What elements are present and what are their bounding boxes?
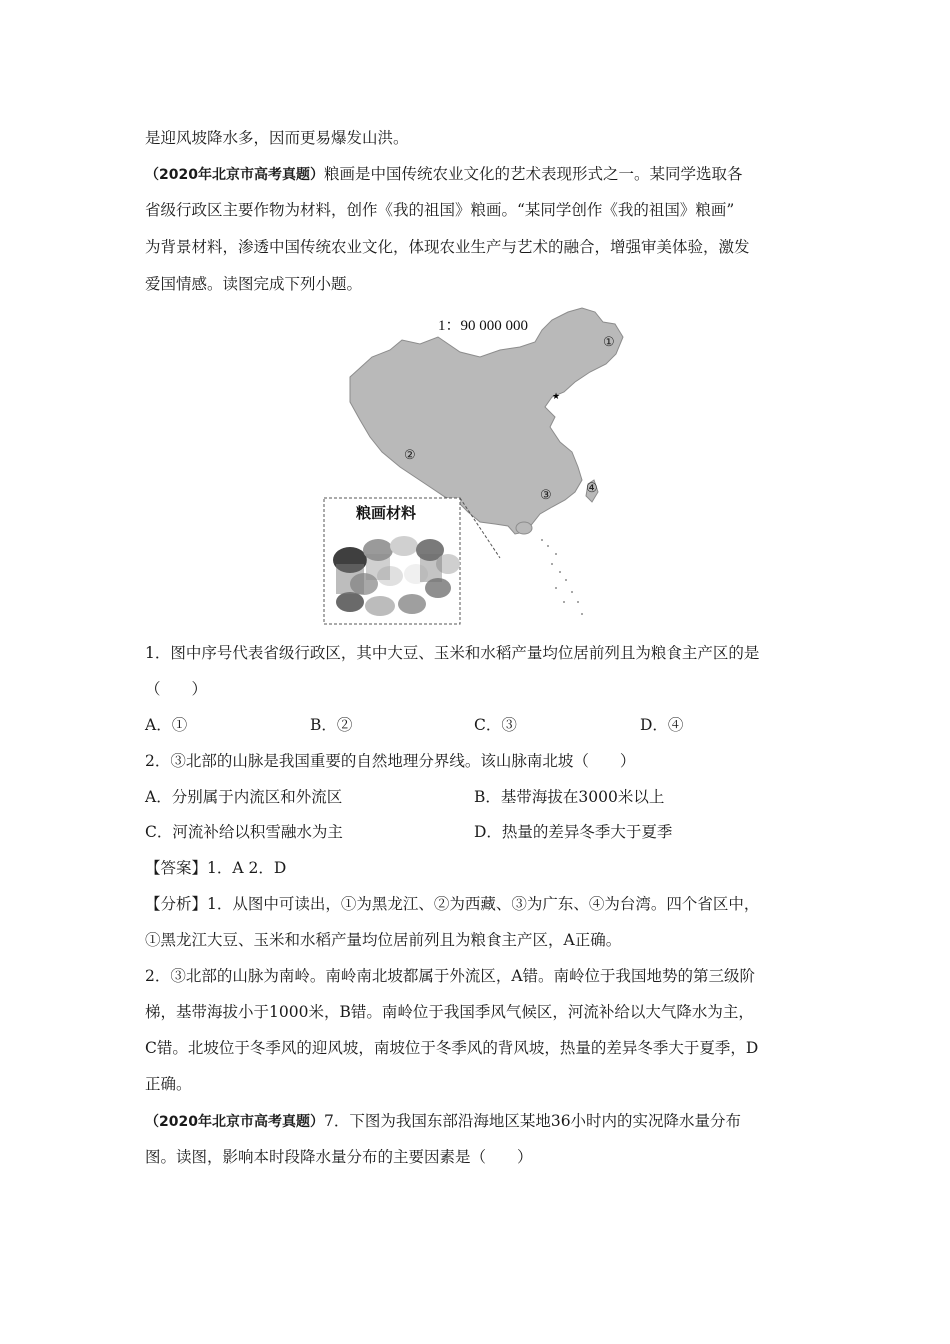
q1-option-c: C．③ bbox=[474, 716, 517, 734]
china-map-figure bbox=[320, 302, 630, 630]
hainan-island bbox=[516, 522, 532, 534]
question-source: （2020年北京市高考真题） bbox=[145, 167, 324, 183]
map-marker-2: ② bbox=[404, 448, 416, 463]
intro-tail: 是迎风坡降水多，因而更易爆发山洪。 bbox=[145, 129, 409, 147]
question-stem-line: 图。读图，影响本时段降水量分布的主要因素是（ ） bbox=[145, 1148, 533, 1166]
capital-star-icon: ★ bbox=[552, 392, 561, 402]
question-stem-line: （2020年北京市高考真题）7．下图为我国东部沿海地区某地36小时内的实况降水量分布 bbox=[145, 1112, 742, 1130]
question-stem-line: 省级行政区主要作物为材料，创作《我的祖国》粮画。“某同学创作《我的祖国》粮画” bbox=[145, 201, 735, 219]
q2-option-b: B．基带海拔在3000米以上 bbox=[474, 788, 665, 806]
analysis-line: C错。北坡位于冬季风的迎风坡，南坡位于冬季风的背风坡，热量的差异冬季大于夏季，D bbox=[145, 1039, 759, 1057]
question-2-text: 2．③北部的山脉是我国重要的自然地理分界线。该山脉南北坡（ ） bbox=[145, 752, 636, 770]
question-stem-line: 爱国情感。读图完成下列小题。 bbox=[145, 275, 363, 293]
inset-title: 粮画材料 bbox=[356, 506, 417, 522]
map-marker-1: ① bbox=[603, 335, 615, 350]
question-stem-line: （2020年北京市高考真题）粮画是中国传统农业文化的艺术表现形式之一。某同学选取各 bbox=[145, 165, 743, 183]
analysis-line: ①黑龙江大豆、玉米和水稻产量均位居前列且为粮食主产区，A正确。 bbox=[145, 931, 622, 949]
analysis-line: 【分析】1．从图中可读出，①为黑龙江、②为西藏、③为广东、④为台湾。四个省区中， bbox=[145, 895, 760, 913]
q1-option-a: A．① bbox=[145, 716, 188, 734]
china-map bbox=[320, 302, 630, 630]
q1-option-d: D．④ bbox=[640, 716, 684, 734]
q1-option-b: B．② bbox=[310, 716, 353, 734]
question-source: （2020年北京市高考真题） bbox=[145, 1114, 324, 1130]
q2-option-a: A．分别属于内流区和外流区 bbox=[145, 788, 343, 806]
south-china-sea-islands bbox=[541, 539, 583, 615]
question-stem-line: 为背景材料，渗透中国传统农业文化，体现农业生产与艺术的融合，增强审美体验，激发 bbox=[145, 238, 750, 256]
question-1-text: 1．图中序号代表省级行政区，其中大豆、玉米和水稻产量均位居前列且为粮食主产区的是 bbox=[145, 644, 760, 662]
analysis-line: 2．③北部的山脉为南岭。南岭南北坡都属于外流区，A错。南岭位于我国地势的第三级阶 bbox=[145, 967, 756, 985]
map-scale: 1：90 000 000 bbox=[438, 318, 529, 334]
q2-option-d: D．热量的差异冬季大于夏季 bbox=[474, 823, 673, 841]
analysis-line: 正确。 bbox=[145, 1075, 192, 1093]
answer-line: 【答案】1．A 2．D bbox=[145, 859, 287, 877]
q2-option-c: C．河流补给以积雪融水为主 bbox=[145, 823, 343, 841]
question-1-paren: （ ） bbox=[145, 680, 208, 698]
analysis-line: 梯，基带海拔小于1000米，B错。南岭位于我国季风气候区，河流补给以大气降水为主， bbox=[145, 1003, 754, 1021]
map-marker-3: ③ bbox=[540, 488, 552, 503]
map-marker-4: ④ bbox=[586, 481, 598, 496]
